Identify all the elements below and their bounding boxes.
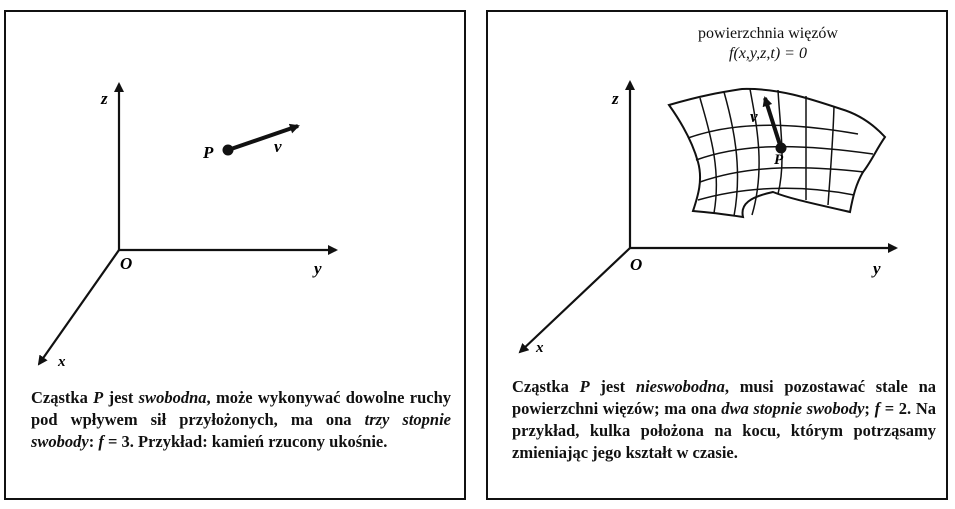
constrained-particle-panel [486, 10, 948, 500]
x-axis [39, 250, 119, 364]
particle-label: P [203, 143, 214, 162]
surface-equation: f(x,y,z,t) = 0 [729, 45, 807, 62]
z-axis-label: z [101, 89, 108, 108]
constrained-particle-caption: Cząstka P jest nieswobodna, musi pozostawać stale na powierzchni więzów; ma ona dwa stopnie swobody; f = 2. Na przykład, kulka położona na kocu, którym potrząsamy zmieniając jego kształt w czasie. [512, 377, 936, 462]
y-axis-label: y [314, 259, 322, 278]
y-axis-label: y [873, 259, 881, 278]
surface-name: powierzchnia więzów [698, 25, 838, 42]
z-axis-label: z [612, 89, 619, 108]
free-particle-caption: Cząstka P jest swobodna, może wykonywać dowolne ruchy pod wpływem sił przyłożonych, ma ona trzy stopnie swobody: f = 3. Przykład: kamień rzucony ukośnie. [31, 388, 451, 451]
origin-label: O [120, 254, 133, 273]
velocity-label: v [274, 137, 282, 156]
free-particle-panel [4, 10, 466, 500]
velocity-vector [231, 126, 298, 149]
x-axis-label: x [58, 354, 66, 370]
x-axis-label: x [536, 340, 544, 356]
x-axis [520, 248, 630, 352]
velocity-label: v [750, 107, 758, 126]
particle-label: P [774, 152, 784, 168]
origin-label: O [630, 255, 643, 274]
